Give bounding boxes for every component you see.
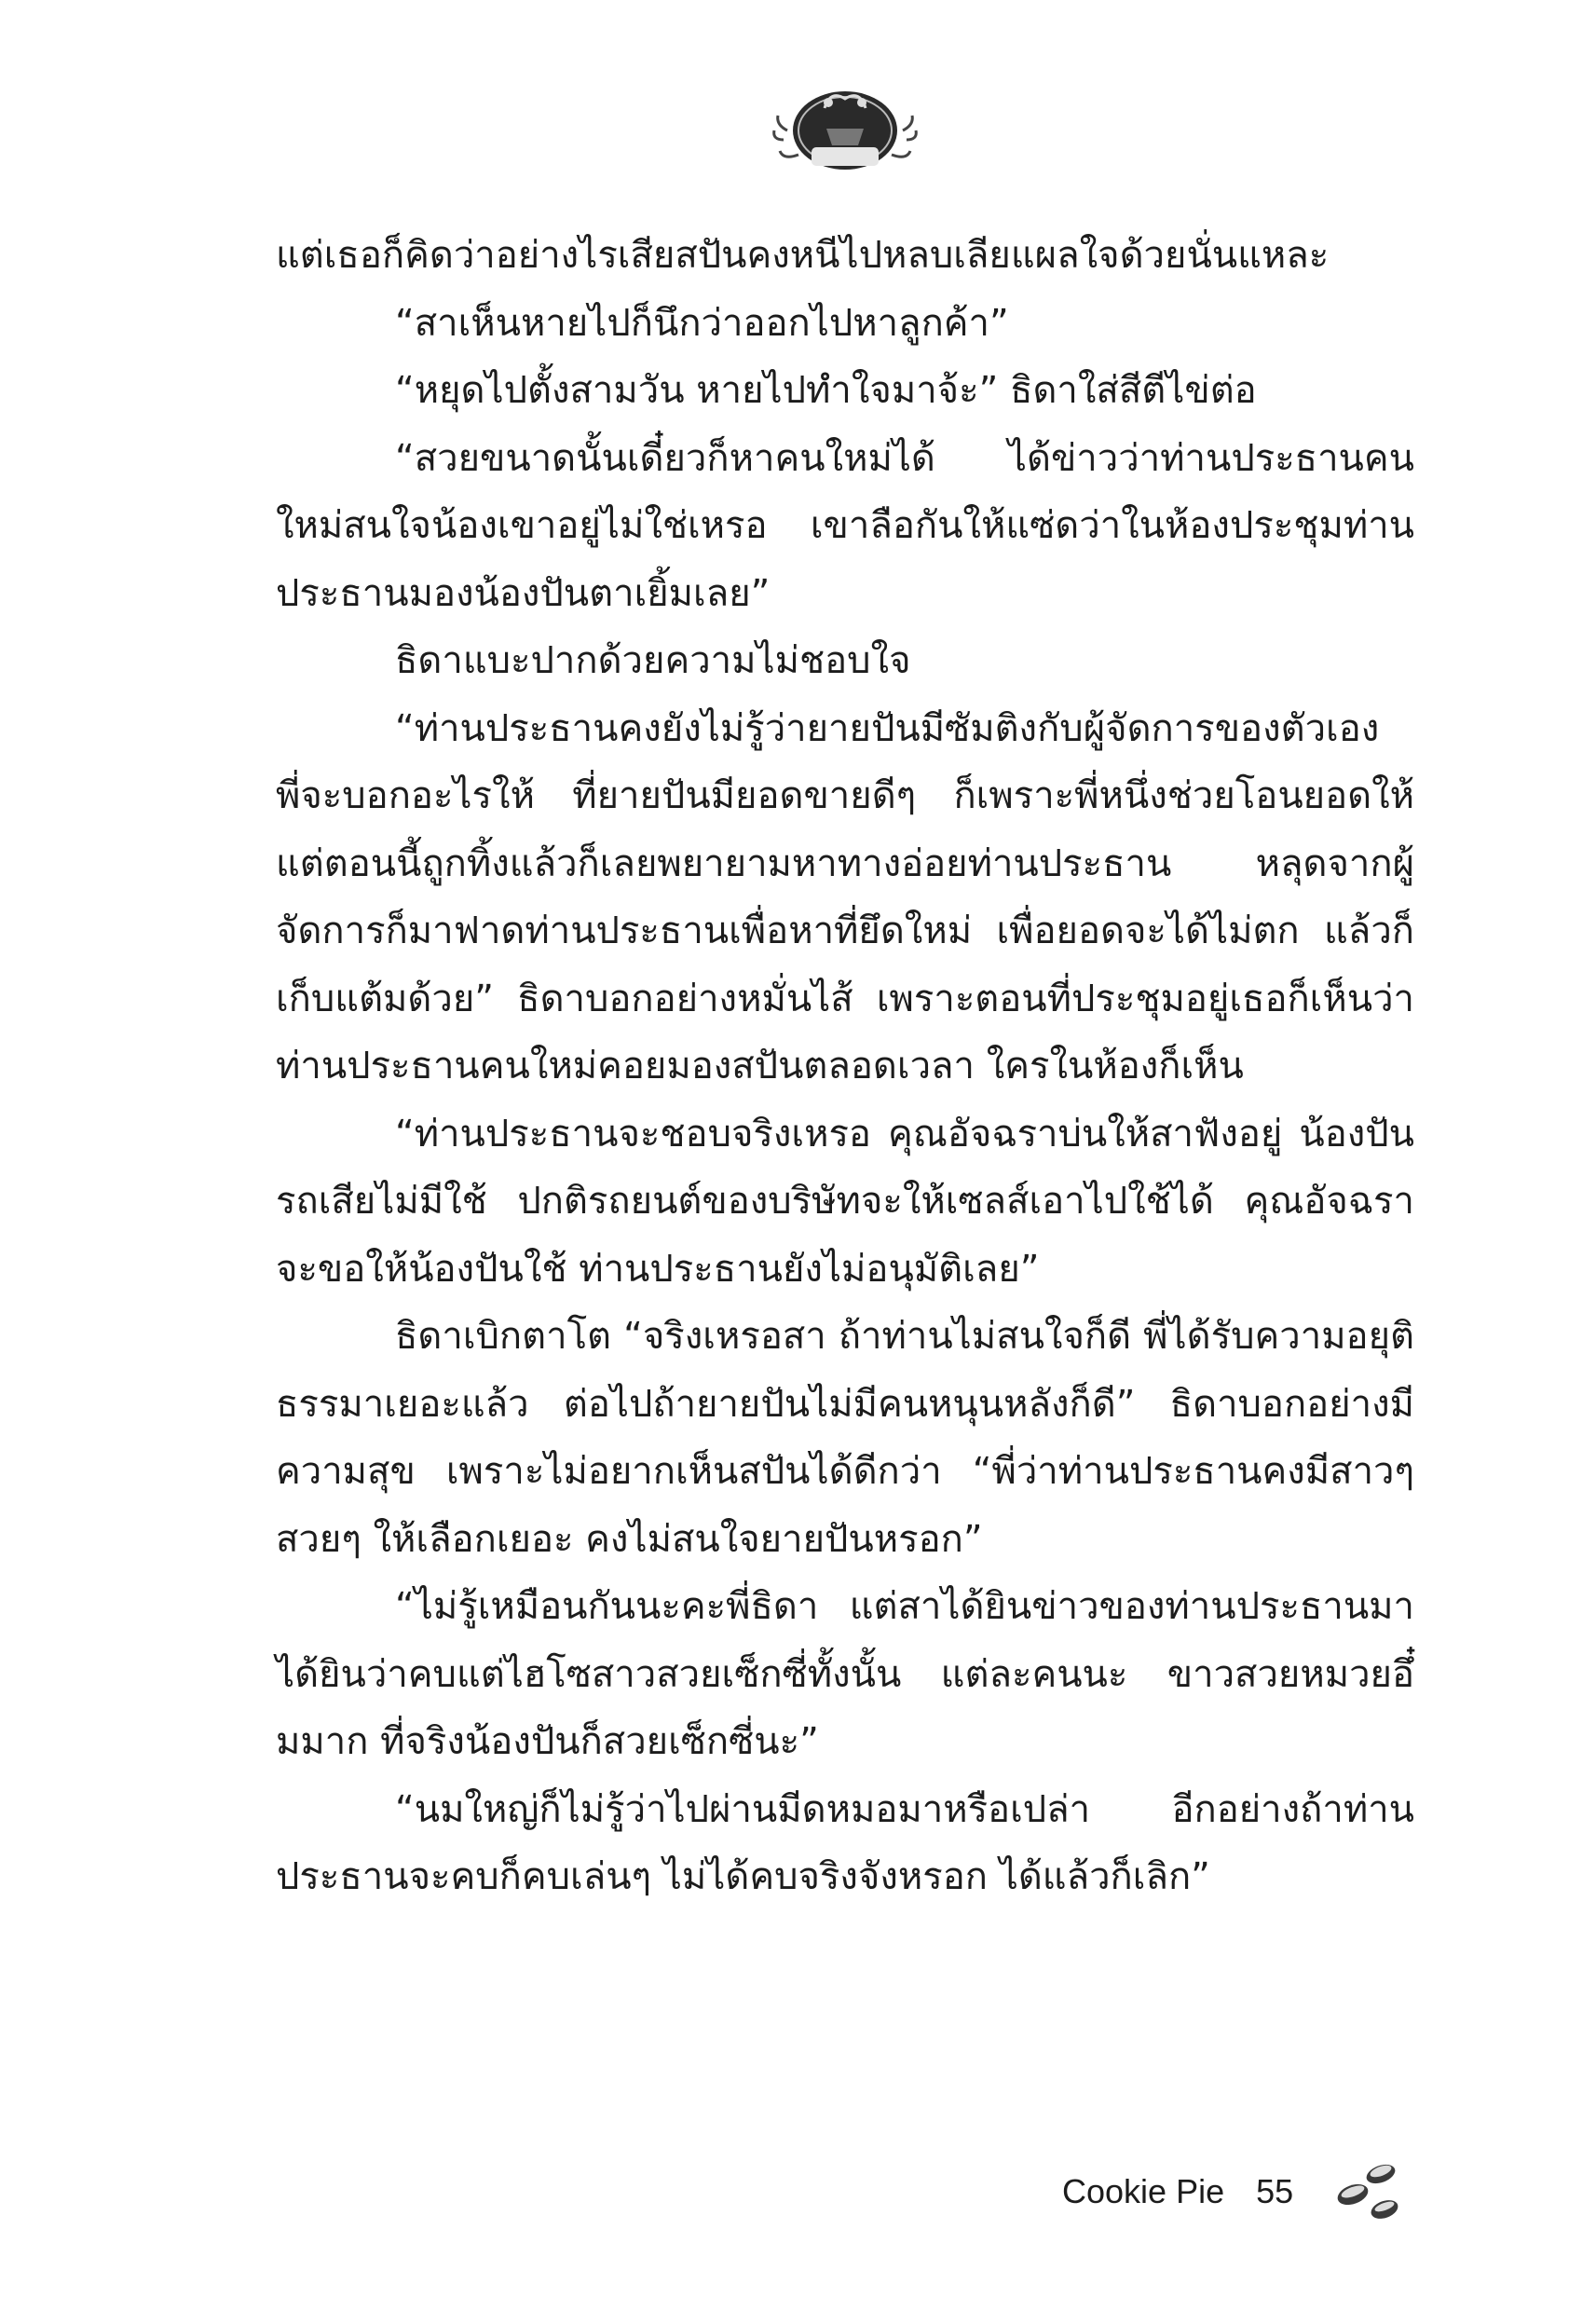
paragraph: “ท่านประธานคงยังไม่รู้ว่ายายปันมีซัมติงกับผู้จัดการของตัวเอง พี่จะบอกอะไรให้ ที่ยายปันมียอดขายดีๆ ก็เพราะพี่หนึ่งช่วยโอนยอดให้ แต่ตอนนี้ถูกทิ้งแล้วก็เลยพยายามหาทางอ่อยท่านประธาน หลุดจากผู้จัดการก็มาฟาดท่านประธานเพื่อหาที่ยึดใหม่ เพื่อยอดจะได้ไม่ตก แล้วก็เก็บแต้มด้วย” ธิดาบอกอย่างหมั่นไส้ เพราะตอนที่ประชุมอยู่เธอก็เห็นว่าท่านประธานคนใหม่คอยมองสปันตลอดเวลา ใครในห้องก็เห็น <box>276 706 1414 1087</box>
header-logo <box>771 75 920 175</box>
page-footer <box>1062 2164 1405 2220</box>
cookie-pie-icon <box>1330 2159 1405 2224</box>
body-text <box>276 222 1414 1911</box>
paragraph: “นมใหญ่ก็ไม่รู้ว่าไปผ่านมีดหมอมาหรือเปล่า อีกอย่างถ้าท่านประธานจะคบก็คบเล่นๆ ไม่ได้คบจริงจังหรอก ได้แล้วก็เลิก” <box>276 1787 1414 1898</box>
book-title: Cookie Pie <box>1062 2172 1225 2210</box>
paragraph: “ท่านประธานจะชอบจริงเหรอ คุณอัจฉราบ่นให้สาฟังอยู่ น้องปันรถเสียไม่มีใช้ ปกติรถยนต์ของบริษัทจะให้เซลส์เอาไปใช้ได้ คุณอัจฉราจะขอให้น้องปันใช้ ท่านประธานยังไม่อนุมัติเลย” <box>276 1112 1414 1291</box>
paragraph: “หยุดไปตั้งสามวัน หายไปทำใจมาจ้ะ” ธิดาใส่สีตีไข่ต่อ <box>395 369 1257 412</box>
cookie-pie-crest-icon <box>771 75 920 175</box>
paragraph: ธิดาเบิกตาโต “จริงเหรอสา ถ้าท่านไม่สนใจก็ดี พี่ได้รับความอยุติธรรมาเยอะแล้ว ต่อไปถ้ายายปันไม่มีคนหนุนหลังก็ดี” ธิดาบอกอย่างมีความสุข เพราะไม่อยากเห็นสปันได้ดีกว่า “พี่ว่าท่านประธานคงมีสาวๆ สวยๆ ให้เลือกเยอะ คงไม่สนใจยายปันหรอก” <box>276 1315 1414 1561</box>
paragraph: “ไม่รู้เหมือนกันนะคะพี่ธิดา แต่สาได้ยินข่าวของท่านประธานมาได้ยินว่าคบแต่ไฮโซสาวสวยเซ็กซี่ทั้งนั้น แต่ละคนนะ ขาวสวยหมวยอึ๋มมาก ที่จริงน้องปันก็สวยเซ็กซี่นะ” <box>276 1585 1414 1763</box>
paragraph: “สาเห็นหายไปก็นึกว่าออกไปหาลูกค้า” <box>395 301 1009 345</box>
paragraph: แต่เธอก็คิดว่าอย่างไรเสียสปันคงหนีไปหลบเลียแผลใจด้วยนั่นแหละ <box>276 234 1330 277</box>
paragraph: ธิดาแบะปากด้วยความไม่ชอบใจ <box>395 639 911 682</box>
page-number: 55 <box>1256 2172 1294 2210</box>
paragraph: “สวยขนาดนั้นเดี๋ยวก็หาคนใหม่ได้ ได้ข่าวว่าท่านประธานคนใหม่สนใจน้องเขาอยู่ไม่ใช่เหรอ เขาลือกันให้แซ่ดว่าในห้องประชุมท่านประธานมองน้องปันตาเยิ้มเลย” <box>276 436 1414 615</box>
